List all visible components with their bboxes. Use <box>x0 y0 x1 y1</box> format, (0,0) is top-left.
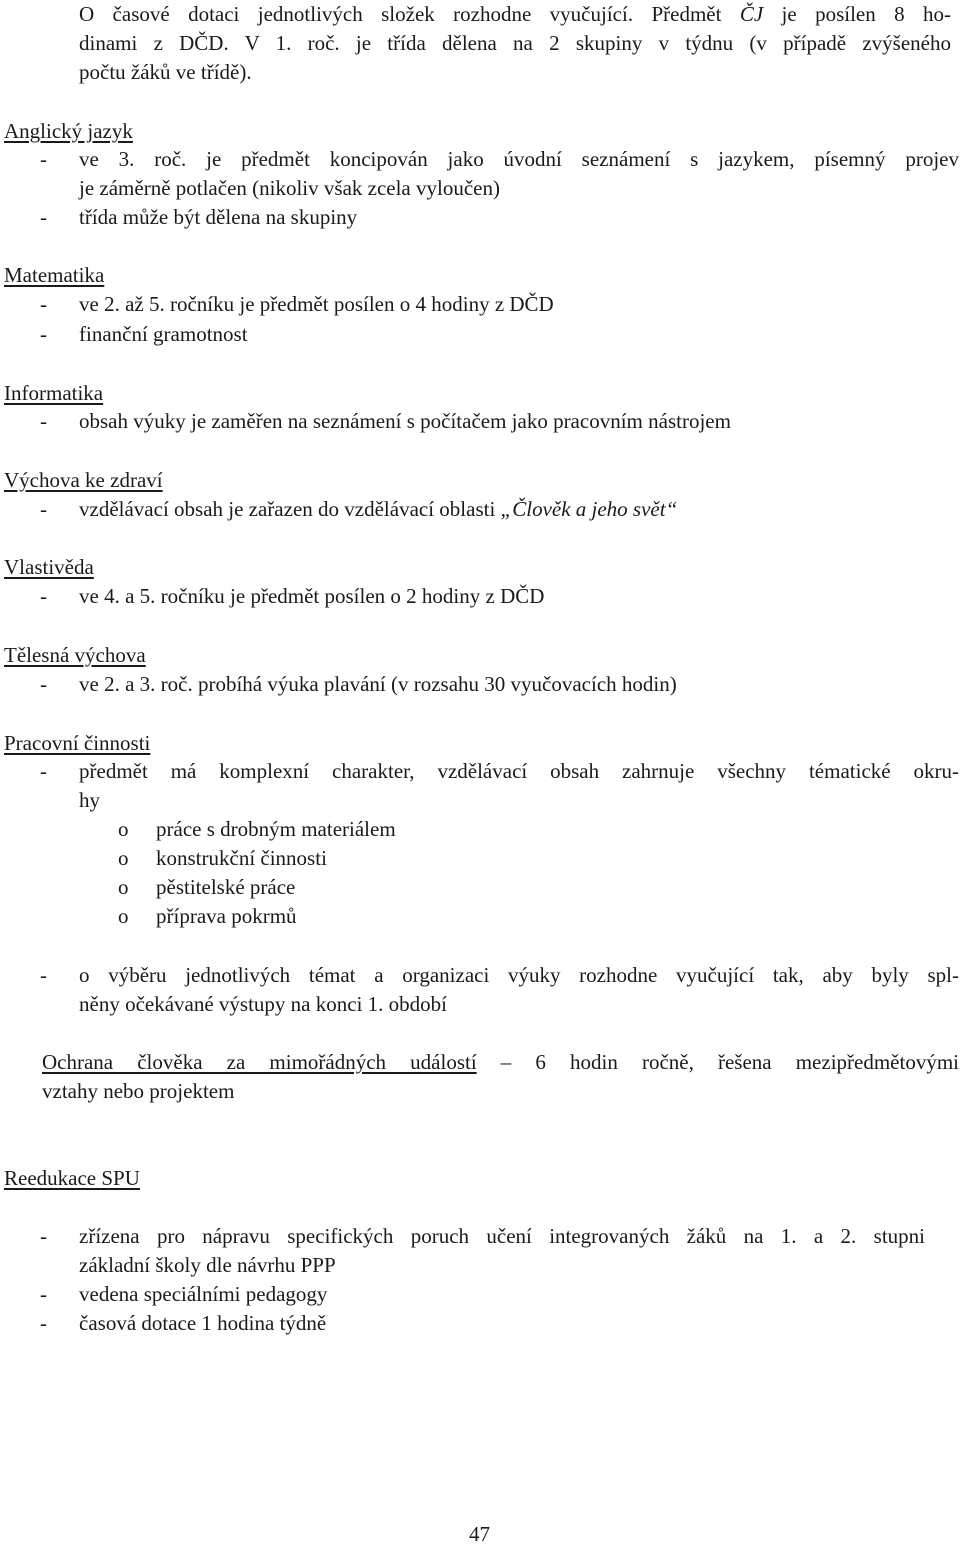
bullet-marker: o <box>118 846 129 870</box>
dash: - <box>40 963 47 987</box>
pracovni-item-2-line-2: něny očekávané výstupy na konci 1. období <box>79 992 447 1016</box>
section-heading-pracovni: Pracovní činnosti <box>4 731 151 755</box>
reedukace-item-1-line-1: zřízena pro nápravu specifických poruch učení integrovaných žáků na 1. a 2. stupni <box>79 1224 925 1248</box>
matematika-item-2: finanční gramotnost <box>79 322 248 346</box>
section-heading-matematika: Matematika <box>4 263 105 287</box>
ochrana-line-1: Ochrana člověka za mimořádných událostí – 6 hodin ročně, řešena mezipředmětovými <box>42 1050 959 1074</box>
dash: - <box>40 292 47 316</box>
dash: - <box>40 497 47 521</box>
pracovni-subitem-2: konstrukční činnosti <box>156 846 327 870</box>
vlastiveda-item-1: ve 4. a 5. ročníku je předmět posílen o 2 hodiny z DČD <box>79 584 545 608</box>
bullet-marker: o <box>118 904 129 928</box>
intro-line-3: počtu žáků ve třídě). <box>79 60 252 84</box>
bullet-marker: o <box>118 875 129 899</box>
anglicky-item-2: třída může být dělena na skupiny <box>79 205 358 229</box>
pracovni-item-1-line-1: předmět má komplexní charakter, vzdělávací obsah zahrnuje všechny tématické okru- <box>79 759 959 783</box>
dash: - <box>40 1224 47 1248</box>
anglicky-item-1-line-2: je záměrně potlačen (nikoliv však zcela vyloučen) <box>79 176 500 200</box>
pracovni-item-2-line-1: o výběru jednotlivých témat a organizaci výuky rozhodne vyučující tak, aby byly spl- <box>79 963 959 987</box>
vychova-quote: „Člověk a jeho svět“ <box>500 497 678 521</box>
dash: - <box>40 584 47 608</box>
matematika-item-1: ve 2. až 5. ročníku je předmět posílen o 4 hodiny z DČD <box>79 292 554 316</box>
vychova-item-1: vzdělávací obsah je zařazen do vzdělávací oblasti „Člověk a jeho svět“ <box>79 497 678 521</box>
dash: - <box>40 322 47 346</box>
section-heading-informatika: Informatika <box>4 381 104 405</box>
pracovni-subitem-3: pěstitelské práce <box>156 875 296 899</box>
page-number: 47 <box>469 1522 490 1546</box>
dash: - <box>40 205 47 229</box>
bullet-marker: o <box>118 817 129 841</box>
pracovni-subitem-1: práce s drobným materiálem <box>156 817 396 841</box>
informatika-item-1: obsah výuky je zaměřen na seznámení s počítačem jako pracovním nástrojem <box>79 409 731 433</box>
dash: - <box>40 1282 47 1306</box>
dash: - <box>40 147 47 171</box>
reedukace-item-3: časová dotace 1 hodina týdně <box>79 1311 327 1335</box>
intro-line-1: O časové dotaci jednotlivých složek rozhodne vyučující. Předmět ČJ je posílen 8 ho- <box>79 2 951 26</box>
dash: - <box>40 672 47 696</box>
anglicky-item-1-line-1: ve 3. roč. je předmět koncipován jako úvodní seznámení s jazykem, písemný projev <box>79 147 959 171</box>
reedukace-item-2: vedena speciálními pedagogy <box>79 1282 328 1306</box>
section-heading-ochrana: Ochrana člověka za mimořádných událostí <box>42 1050 477 1074</box>
pracovni-item-1-line-2: hy <box>79 788 100 812</box>
section-heading-vychova: Výchova ke zdraví <box>4 468 163 492</box>
pracovni-subitem-4: příprava pokrmů <box>156 904 297 928</box>
intro-line-2: dinami z DČD. V 1. roč. je třída dělena na 2 skupiny v týdnu (v případě zvýšeného <box>79 31 951 55</box>
dash: - <box>40 759 47 783</box>
telesna-item-1: ve 2. a 3. roč. probíhá výuka plavání (v rozsahu 30 vyučovacích hodin) <box>79 672 677 696</box>
ochrana-line-2: vztahy nebo projektem <box>42 1079 235 1103</box>
dash: - <box>40 1311 47 1335</box>
dash: - <box>40 409 47 433</box>
reedukace-item-1-line-2: základní školy dle návrhu PPP <box>79 1253 336 1277</box>
section-heading-anglicky: Anglický jazyk <box>4 119 133 143</box>
section-heading-reedukace: Reedukace SPU <box>4 1166 140 1190</box>
section-heading-telesna: Tělesná výchova <box>4 643 146 667</box>
section-heading-vlastiveda: Vlastivěda <box>4 555 94 579</box>
